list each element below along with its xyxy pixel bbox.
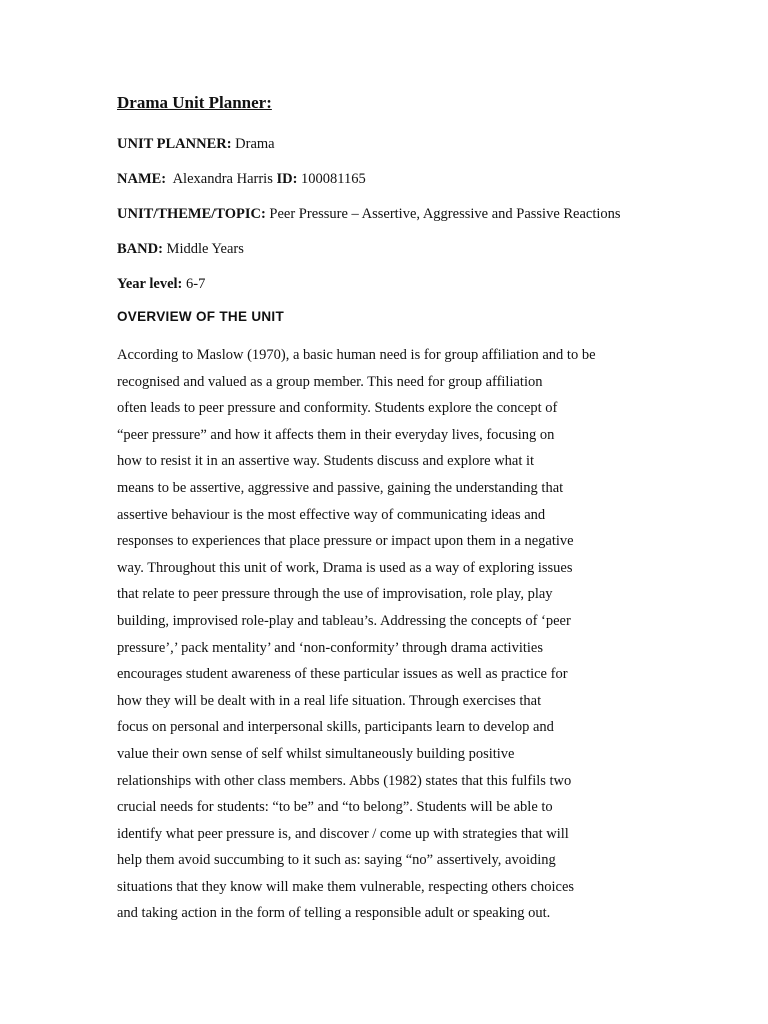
overview-line: identify what peer pressure is, and discover / come up with strategies that will [117, 825, 569, 842]
year-level-value: 6-7 [182, 276, 206, 292]
overview-line: According to Maslow (1970), a basic human need is for group affiliation and to be [117, 347, 596, 363]
name-value: Alexandra Harris [166, 171, 277, 187]
overview-line: building, improvised role-play and tableau’s. Addressing the concepts of ‘peer [117, 612, 571, 629]
overview-line: “peer pressure” and how it affects them in their everyday lives, focusing on [117, 426, 555, 443]
unit-planner-value: Drama [231, 136, 275, 152]
overview-line: how they will be dealt with in a real life situation. Through exercises that [117, 692, 542, 709]
document-content [117, 92, 637, 927]
overview-line: crucial needs for students: “to be” and “to belong”. Students will be able to [117, 799, 553, 816]
overview-line: assertive behaviour is the most effective way of communicating ideas and [117, 506, 546, 523]
overview-line: help them avoid succumbing to it such as: saying “no” assertively, avoiding [117, 852, 556, 869]
name-label: NAME: [117, 171, 167, 187]
id-label: ID: [276, 171, 298, 187]
overview-line: responses to experiences that place pressure or impact upon them in a negative [117, 533, 574, 550]
overview-line: how to resist it in an assertive way. Students discuss and explore what it [117, 453, 535, 470]
unit-planner-field [117, 135, 637, 153]
band-field [117, 240, 637, 258]
id-value: 100081165 [297, 171, 366, 187]
overview-line: encourages student awareness of these particular issues as well as practice for [117, 666, 568, 683]
unit-theme-topic-field [117, 205, 637, 223]
name-field [117, 170, 637, 188]
year-level-label: Year level: [117, 276, 183, 292]
overview-line: situations that they know will make them vulnerable, respecting others choices [117, 878, 575, 895]
overview-line: value their own sense of self whilst simultaneously building positive [117, 745, 515, 762]
unit-theme-topic-value: Peer Pressure – Assertive, Aggressive and Passive Reactions [265, 206, 621, 222]
unit-planner-label: UNIT PLANNER: [117, 136, 232, 152]
overview-heading: OVERVIEW OF THE UNIT [117, 309, 285, 324]
overview-line: relationships with other class members. Abbs (1982) states that this fulfils two [117, 772, 572, 789]
document-title: Drama Unit Planner: [117, 93, 272, 112]
overview-line: focus on personal and interpersonal skills, participants learn to develop and [117, 719, 554, 736]
unit-theme-topic-label: UNIT/THEME/TOPIC: [117, 206, 266, 222]
overview-line: and taking action in the form of telling a responsible adult or speaking out. [117, 905, 551, 922]
overview-paragraph [117, 342, 673, 927]
overview-line: that relate to peer pressure through the use of improvisation, role play, play [117, 586, 553, 603]
overview-line: way. Throughout this unit of work, Drama is used as a way of exploring issues [117, 559, 573, 576]
band-label: BAND: [117, 241, 163, 257]
overview-line: recognised and valued as a group member. This need for group affiliation [117, 373, 543, 390]
band-value: Middle Years [162, 241, 244, 257]
overview-line: often leads to peer pressure and conformity. Students explore the concept of [117, 400, 558, 417]
overview-line: pressure’,’ pack mentality’ and ‘non-conformity’ through drama activities [117, 639, 543, 656]
year-level-field [117, 275, 637, 293]
overview-line: means to be assertive, aggressive and passive, gaining the understanding that [117, 479, 564, 496]
